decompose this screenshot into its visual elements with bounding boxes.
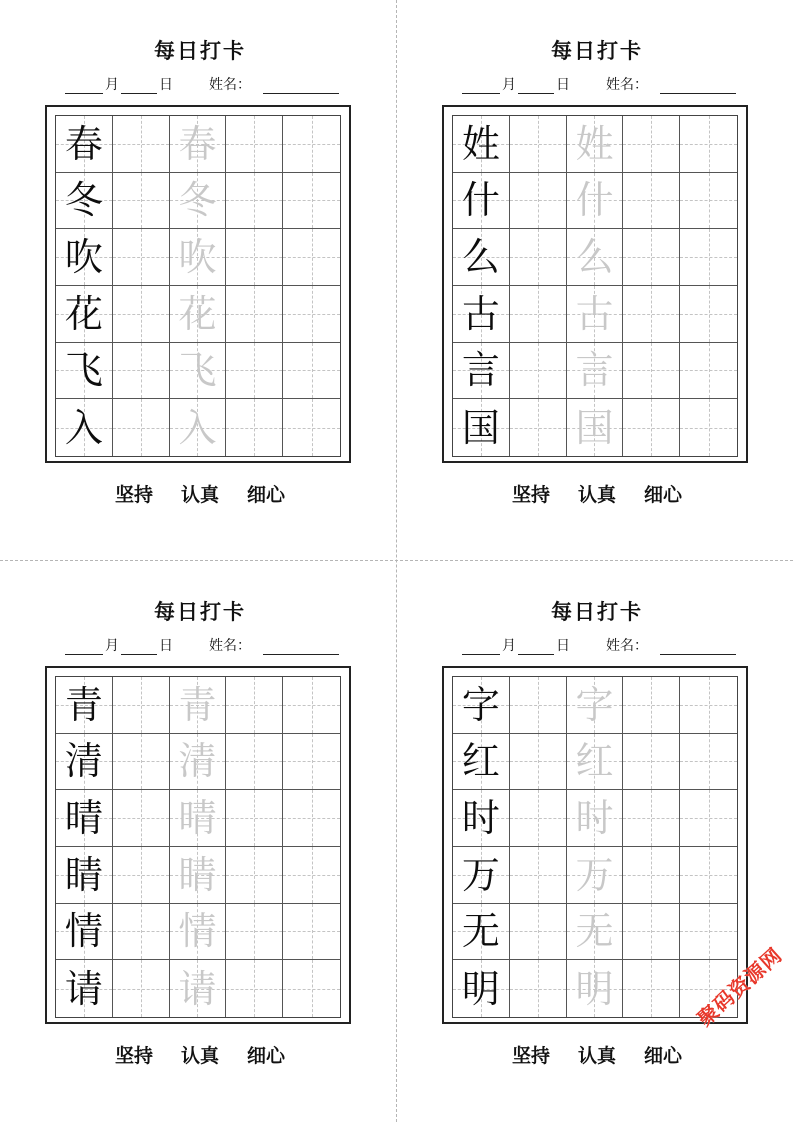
practice-cell[interactable]: [510, 343, 567, 400]
practice-cell[interactable]: [170, 116, 227, 173]
practice-cell[interactable]: [226, 960, 283, 1017]
practice-cell[interactable]: [56, 229, 113, 286]
model-character: 晴: [64, 796, 103, 841]
model-character: 国: [461, 405, 500, 450]
practice-cell[interactable]: [510, 960, 567, 1017]
practice-cell[interactable]: [283, 173, 340, 230]
day-blank[interactable]: [121, 76, 157, 94]
practice-cell[interactable]: [453, 173, 510, 230]
checkin-card: [442, 561, 752, 1067]
trace-character: 花: [178, 291, 217, 336]
practice-cell[interactable]: [113, 790, 170, 847]
model-character: 古: [461, 291, 500, 336]
name-blank[interactable]: [660, 76, 736, 94]
motto-item: 坚持: [511, 1045, 550, 1067]
practice-cell[interactable]: [623, 116, 680, 173]
trace-character: 入: [178, 405, 217, 450]
trace-character: 春: [178, 121, 217, 166]
motto-item: 细心: [644, 484, 683, 506]
practice-cell[interactable]: [283, 904, 340, 961]
practice-cell[interactable]: [56, 904, 113, 961]
model-character: 春: [64, 121, 103, 166]
practice-cell[interactable]: [170, 677, 227, 734]
practice-cell[interactable]: [56, 960, 113, 1017]
motto-item: 细心: [644, 1045, 683, 1067]
checkin-card: [442, 0, 752, 506]
practice-cell[interactable]: [453, 286, 510, 343]
practice-cell[interactable]: [453, 790, 510, 847]
trace-character: 吹: [178, 235, 217, 280]
practice-cell[interactable]: [170, 229, 227, 286]
practice-cell[interactable]: [453, 960, 510, 1017]
practice-cell[interactable]: [170, 847, 227, 904]
tianzige-grid: [55, 676, 341, 1018]
practice-cell[interactable]: [510, 286, 567, 343]
trace-character: 言: [575, 348, 614, 393]
trace-character: 明: [575, 966, 614, 1011]
practice-cell[interactable]: [113, 734, 170, 791]
model-character: 花: [64, 291, 103, 336]
practice-cell[interactable]: [680, 116, 737, 173]
trace-character: 姓: [575, 121, 614, 166]
practice-cell[interactable]: [226, 847, 283, 904]
name-label: 姓名：: [606, 638, 648, 654]
practice-cell[interactable]: [510, 229, 567, 286]
practice-cell[interactable]: [567, 116, 624, 173]
trace-character: 什: [575, 178, 614, 223]
model-character: 请: [64, 966, 103, 1011]
model-character: 姓: [461, 121, 500, 166]
month-blank[interactable]: [462, 76, 500, 94]
practice-cell[interactable]: [567, 399, 624, 456]
practice-cell[interactable]: [56, 399, 113, 456]
practice-cell[interactable]: [567, 734, 624, 791]
model-character: 么: [461, 235, 500, 280]
practice-cell[interactable]: [113, 286, 170, 343]
name-blank[interactable]: [263, 76, 339, 94]
model-character: 明: [461, 966, 500, 1011]
day-label: 日: [159, 638, 173, 654]
model-character: 无: [461, 909, 500, 954]
motto-item: 细心: [247, 484, 286, 506]
practice-cell[interactable]: [283, 116, 340, 173]
month-label: 月: [105, 77, 119, 93]
practice-cell[interactable]: [453, 116, 510, 173]
practice-cell[interactable]: [623, 343, 680, 400]
practice-cell[interactable]: [623, 904, 680, 961]
practice-cell[interactable]: [623, 229, 680, 286]
practice-cell[interactable]: [170, 904, 227, 961]
practice-cell[interactable]: [226, 904, 283, 961]
practice-cell[interactable]: [567, 960, 624, 1017]
practice-cell[interactable]: [283, 229, 340, 286]
trace-character: 红: [575, 739, 614, 784]
day-blank[interactable]: [121, 637, 157, 655]
practice-cell[interactable]: [170, 343, 227, 400]
practice-cell[interactable]: [226, 790, 283, 847]
model-character: 清: [64, 739, 103, 784]
motto-item: 认真: [577, 1045, 616, 1067]
month-label: 月: [502, 638, 516, 654]
trace-character: 国: [575, 405, 614, 450]
practice-cell[interactable]: [113, 229, 170, 286]
practice-cell[interactable]: [226, 116, 283, 173]
month-blank[interactable]: [65, 76, 103, 94]
tianzige-grid: [452, 676, 738, 1018]
practice-cell[interactable]: [623, 286, 680, 343]
practice-cell[interactable]: [567, 847, 624, 904]
info-line: [462, 633, 752, 655]
trace-character: 无: [575, 909, 614, 954]
motto-item: 认真: [180, 484, 219, 506]
practice-cell[interactable]: [283, 847, 340, 904]
practice-cell[interactable]: [113, 677, 170, 734]
practice-cell[interactable]: [680, 229, 737, 286]
watermark: 聚码资源网: [692, 942, 787, 1031]
model-character: 冬: [64, 178, 103, 223]
practice-cell[interactable]: [283, 677, 340, 734]
day-label: 日: [159, 77, 173, 93]
practice-cell[interactable]: [567, 229, 624, 286]
practice-cell[interactable]: [170, 399, 227, 456]
practice-cell[interactable]: [510, 173, 567, 230]
practice-cell[interactable]: [680, 904, 737, 961]
motto: [442, 1041, 752, 1068]
trace-character: 飞: [178, 348, 217, 393]
day-label: 日: [556, 638, 570, 654]
trace-character: 古: [575, 291, 614, 336]
practice-cell[interactable]: [453, 229, 510, 286]
practice-cell[interactable]: [226, 173, 283, 230]
motto: [442, 480, 752, 507]
practice-cell[interactable]: [680, 343, 737, 400]
practice-cell[interactable]: [680, 399, 737, 456]
practice-cell[interactable]: [510, 399, 567, 456]
practice-cell[interactable]: [680, 847, 737, 904]
practice-cell[interactable]: [680, 734, 737, 791]
practice-cell[interactable]: [567, 790, 624, 847]
practice-cell[interactable]: [226, 343, 283, 400]
practice-cell[interactable]: [283, 343, 340, 400]
practice-cell[interactable]: [113, 116, 170, 173]
practice-cell[interactable]: [510, 734, 567, 791]
info-line: [65, 72, 355, 94]
practice-cell[interactable]: [170, 790, 227, 847]
practice-cell[interactable]: [113, 399, 170, 456]
practice-frame: [45, 666, 351, 1024]
practice-cell[interactable]: [56, 116, 113, 173]
practice-cell[interactable]: [453, 847, 510, 904]
card-title: 每日打卡: [154, 599, 246, 624]
practice-cell[interactable]: [56, 286, 113, 343]
card-title: 每日打卡: [551, 599, 643, 624]
practice-cell[interactable]: [453, 399, 510, 456]
practice-cell[interactable]: [113, 343, 170, 400]
model-character: 入: [64, 405, 103, 450]
practice-cell[interactable]: [680, 677, 737, 734]
trace-character: 时: [575, 796, 614, 841]
practice-frame: [45, 105, 351, 463]
name-blank[interactable]: [263, 637, 339, 655]
name-label: 姓名：: [209, 77, 251, 93]
model-character: 情: [64, 909, 103, 954]
motto-item: 认真: [577, 484, 616, 506]
model-character: 言: [461, 348, 500, 393]
practice-cell[interactable]: [283, 286, 340, 343]
trace-character: 字: [575, 682, 614, 727]
trace-character: 睛: [178, 852, 217, 897]
practice-cell[interactable]: [623, 677, 680, 734]
trace-character: 清: [178, 739, 217, 784]
practice-cell[interactable]: [567, 904, 624, 961]
vertical-cut-line: [396, 0, 397, 1122]
practice-cell[interactable]: [56, 173, 113, 230]
practice-cell[interactable]: [567, 343, 624, 400]
trace-character: 情: [178, 909, 217, 954]
practice-cell[interactable]: [623, 734, 680, 791]
motto-item: 坚持: [114, 1045, 153, 1067]
month-blank[interactable]: [462, 637, 500, 655]
model-character: 万: [461, 852, 500, 897]
practice-cell[interactable]: [170, 960, 227, 1017]
practice-cell[interactable]: [623, 960, 680, 1017]
model-character: 睛: [64, 852, 103, 897]
card-title: 每日打卡: [154, 38, 246, 63]
trace-character: 冬: [178, 178, 217, 223]
practice-cell[interactable]: [56, 847, 113, 904]
model-character: 青: [64, 682, 103, 727]
practice-cell[interactable]: [170, 286, 227, 343]
tianzige-grid: [55, 115, 341, 457]
model-character: 时: [461, 796, 500, 841]
practice-cell[interactable]: [113, 904, 170, 961]
trace-character: 万: [575, 852, 614, 897]
day-blank[interactable]: [518, 637, 554, 655]
motto-item: 细心: [247, 1045, 286, 1067]
practice-cell[interactable]: [283, 790, 340, 847]
practice-cell[interactable]: [453, 904, 510, 961]
practice-cell[interactable]: [567, 286, 624, 343]
name-label: 姓名：: [606, 77, 648, 93]
model-character: 红: [461, 739, 500, 784]
practice-cell[interactable]: [226, 229, 283, 286]
info-line: [462, 72, 752, 94]
practice-cell[interactable]: [567, 677, 624, 734]
name-blank[interactable]: [660, 637, 736, 655]
model-character: 字: [461, 682, 500, 727]
practice-cell[interactable]: [283, 734, 340, 791]
practice-cell[interactable]: [623, 399, 680, 456]
checkin-card: [45, 0, 355, 506]
practice-cell[interactable]: [680, 173, 737, 230]
model-character: 飞: [64, 348, 103, 393]
practice-cell[interactable]: [170, 173, 227, 230]
day-blank[interactable]: [518, 76, 554, 94]
tianzige-grid: [452, 115, 738, 457]
trace-character: 请: [178, 966, 217, 1011]
practice-cell[interactable]: [56, 790, 113, 847]
practice-cell[interactable]: [56, 734, 113, 791]
practice-cell[interactable]: [113, 173, 170, 230]
practice-cell[interactable]: [680, 790, 737, 847]
model-character: 吹: [64, 235, 103, 280]
checkin-card: [45, 561, 355, 1067]
day-label: 日: [556, 77, 570, 93]
practice-cell[interactable]: [56, 343, 113, 400]
motto: [45, 1041, 355, 1068]
motto: [45, 480, 355, 507]
practice-cell[interactable]: [226, 286, 283, 343]
practice-cell[interactable]: [226, 734, 283, 791]
practice-frame: [442, 105, 748, 463]
practice-cell[interactable]: [113, 960, 170, 1017]
trace-character: 么: [575, 235, 614, 280]
practice-cell[interactable]: [623, 847, 680, 904]
motto-item: 坚持: [511, 484, 550, 506]
practice-cell[interactable]: [453, 677, 510, 734]
model-character: 什: [461, 178, 500, 223]
practice-cell[interactable]: [510, 847, 567, 904]
practice-cell[interactable]: [510, 677, 567, 734]
practice-cell[interactable]: [453, 734, 510, 791]
practice-cell[interactable]: [680, 286, 737, 343]
practice-cell[interactable]: [623, 173, 680, 230]
practice-frame: [442, 666, 748, 1024]
practice-cell[interactable]: [226, 677, 283, 734]
practice-cell[interactable]: [283, 960, 340, 1017]
trace-character: 青: [178, 682, 217, 727]
practice-cell[interactable]: [453, 343, 510, 400]
motto-item: 坚持: [114, 484, 153, 506]
practice-cell[interactable]: [113, 847, 170, 904]
month-blank[interactable]: [65, 637, 103, 655]
practice-cell[interactable]: [283, 399, 340, 456]
motto-item: 认真: [180, 1045, 219, 1067]
month-label: 月: [502, 77, 516, 93]
month-label: 月: [105, 638, 119, 654]
practice-cell[interactable]: [510, 790, 567, 847]
info-line: [65, 633, 355, 655]
trace-character: 晴: [178, 796, 217, 841]
practice-cell[interactable]: [567, 173, 624, 230]
practice-cell[interactable]: [510, 904, 567, 961]
practice-cell[interactable]: [56, 677, 113, 734]
name-label: 姓名：: [209, 638, 251, 654]
practice-cell[interactable]: [226, 399, 283, 456]
practice-cell[interactable]: [510, 116, 567, 173]
practice-cell[interactable]: [170, 734, 227, 791]
card-title: 每日打卡: [551, 38, 643, 63]
practice-cell[interactable]: [623, 790, 680, 847]
